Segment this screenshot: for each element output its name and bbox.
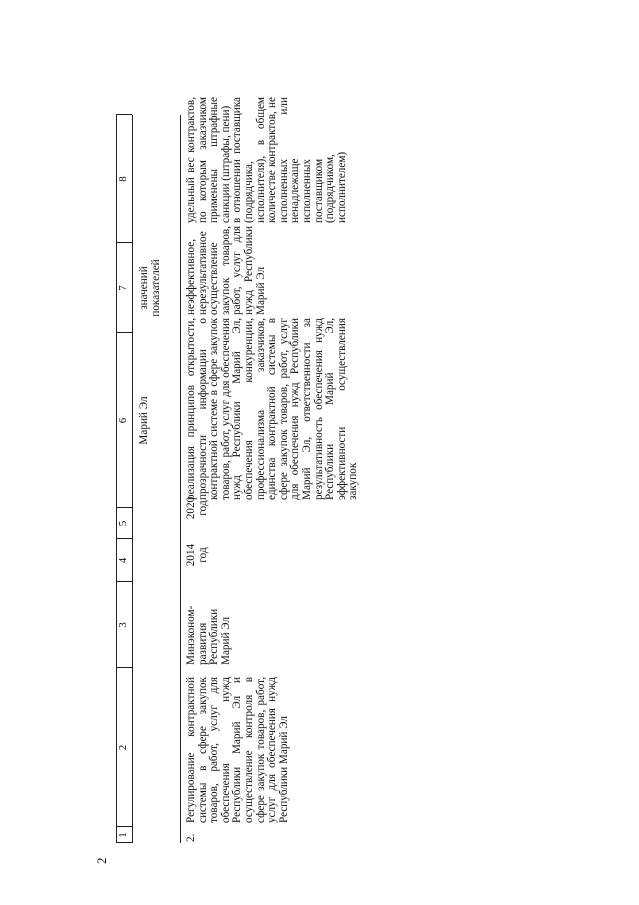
continued-text-col6: Марий Эл bbox=[138, 396, 150, 445]
rotated-table bbox=[116, 53, 506, 843]
executor-cell: Минэкономразвития Республики Марий Эл bbox=[185, 605, 232, 665]
indicator-paragraph-2: в отношении поставщика (подрядчика, исполнителя), в общем количестве контрактов, не исполненных или ненадлежаще исполненных поставщиком (подрядчиком, исполнителем) bbox=[231, 97, 348, 223]
end-year-cell: 2020 год bbox=[185, 496, 209, 520]
continued-text-col7: значений показателей bbox=[138, 259, 162, 317]
column-number: 2 bbox=[117, 744, 129, 751]
column-number: 1 bbox=[117, 832, 129, 838]
row-separator-rule bbox=[180, 115, 181, 843]
start-year-cell: 2014 год bbox=[185, 543, 209, 567]
column-number: 7 bbox=[117, 285, 129, 291]
indicator-cell bbox=[186, 97, 348, 223]
measure-name-cell: Регулирование контрактной системы в сфере закупок товаров, работ, услуг для обеспечения нужд Республики Марий Эл и осуществление контроля в сфере закупок товаров, работ, услуг для обеспечения нужд Республики Марий Эл bbox=[185, 677, 290, 823]
row-number: 2. bbox=[185, 833, 197, 842]
expected-result-cell: реализация принципов открытости, прозрачности информации о контрактной системе в сфере закупок товаров, работ, услуг для обеспечения нужд Республики Марий Эл, обеспечения конкуренции, профессионализма заказчиков, единства контрактной системы в сфере закупок товаров, работ, услуг для обеспечения нужд Республики Марий Эл, ответственности за результативность обеспечения нужд Республики Марий Эл, эффективности осуществления закупок bbox=[185, 318, 360, 500]
column-number: 4 bbox=[117, 557, 129, 564]
column-number: 8 bbox=[117, 176, 129, 182]
column-number: 6 bbox=[117, 417, 129, 424]
page-number: 2 bbox=[94, 857, 109, 864]
column-number: 5 bbox=[117, 520, 129, 527]
indicator-paragraph-1: удельный вес контрактов, по которым заказчиком применены штрафные санкции (штрафы, пени) bbox=[185, 97, 232, 223]
header-bottom-rule bbox=[132, 115, 133, 843]
column-number: 3 bbox=[117, 622, 129, 628]
consequences-cell: неэффективное, нерезультативное осуществление закупок товаров, работ, услуг для нужд Республики Марий Эл bbox=[185, 226, 267, 315]
